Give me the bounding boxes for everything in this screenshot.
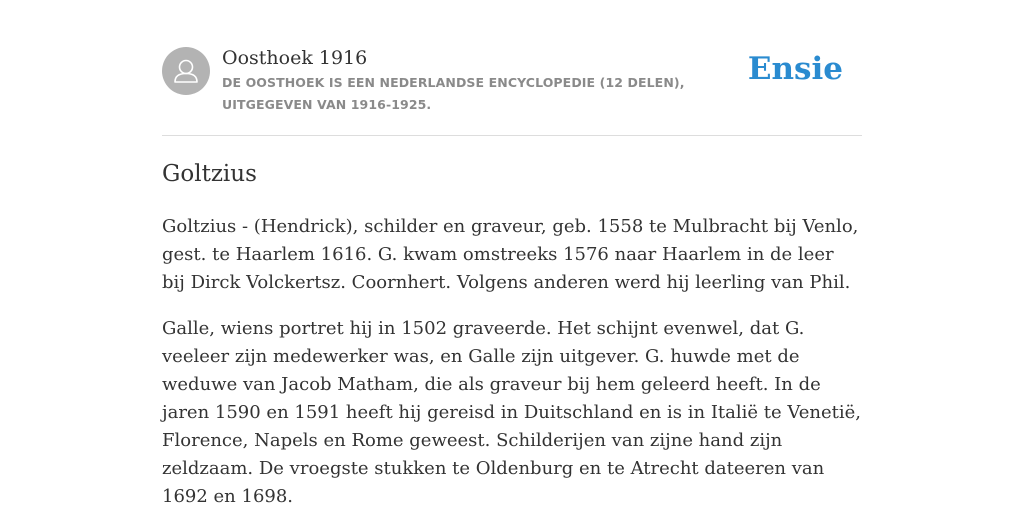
user-icon bbox=[162, 47, 210, 95]
article bbox=[162, 158, 862, 511]
ensie-logo[interactable]: Ensie bbox=[747, 51, 843, 87]
article-title: Goltzius bbox=[162, 161, 257, 187]
article-paragraph: Galle, wiens portret hij in 1502 graveerde. Het schijnt evenwel, dat G. veeleer zijn medewerker was, en Galle zijn uitgever. G. huwde met de weduwe van Jacob Matham, die als graveur bij hem geleerd heeft. In de jaren 1590 en 1591 heeft hij gereisd in Duitschland en is in Italië te Venetië, Florence, Napels en Rome geweest. Schilderijen van zijne hand zijn zeldzaam. De vroegste stukken te Oldenburg en te Atrecht dateeren van 1692 en 1698. bbox=[162, 318, 862, 507]
header-divider bbox=[162, 135, 862, 136]
source-title[interactable]: Oosthoek 1916 bbox=[222, 47, 368, 69]
source-description: DE OOSTHOEK IS EEN NEDERLANDSE ENCYCLOPEDIE (12 DELEN), UITGEGEVEN VAN 1916-1925. bbox=[222, 75, 685, 112]
source-header bbox=[162, 44, 862, 135]
article-paragraph: Goltzius - (Hendrick), schilder en graveur, geb. 1558 te Mulbracht bij Venlo, gest. te Haarlem 1616. G. kwam omstreeks 1576 naar Haarlem in de leer bij Dirck Volckertsz. Coornhert. Volgens anderen werd hij leerling van Phil. bbox=[162, 216, 859, 293]
avatar[interactable] bbox=[162, 47, 210, 95]
